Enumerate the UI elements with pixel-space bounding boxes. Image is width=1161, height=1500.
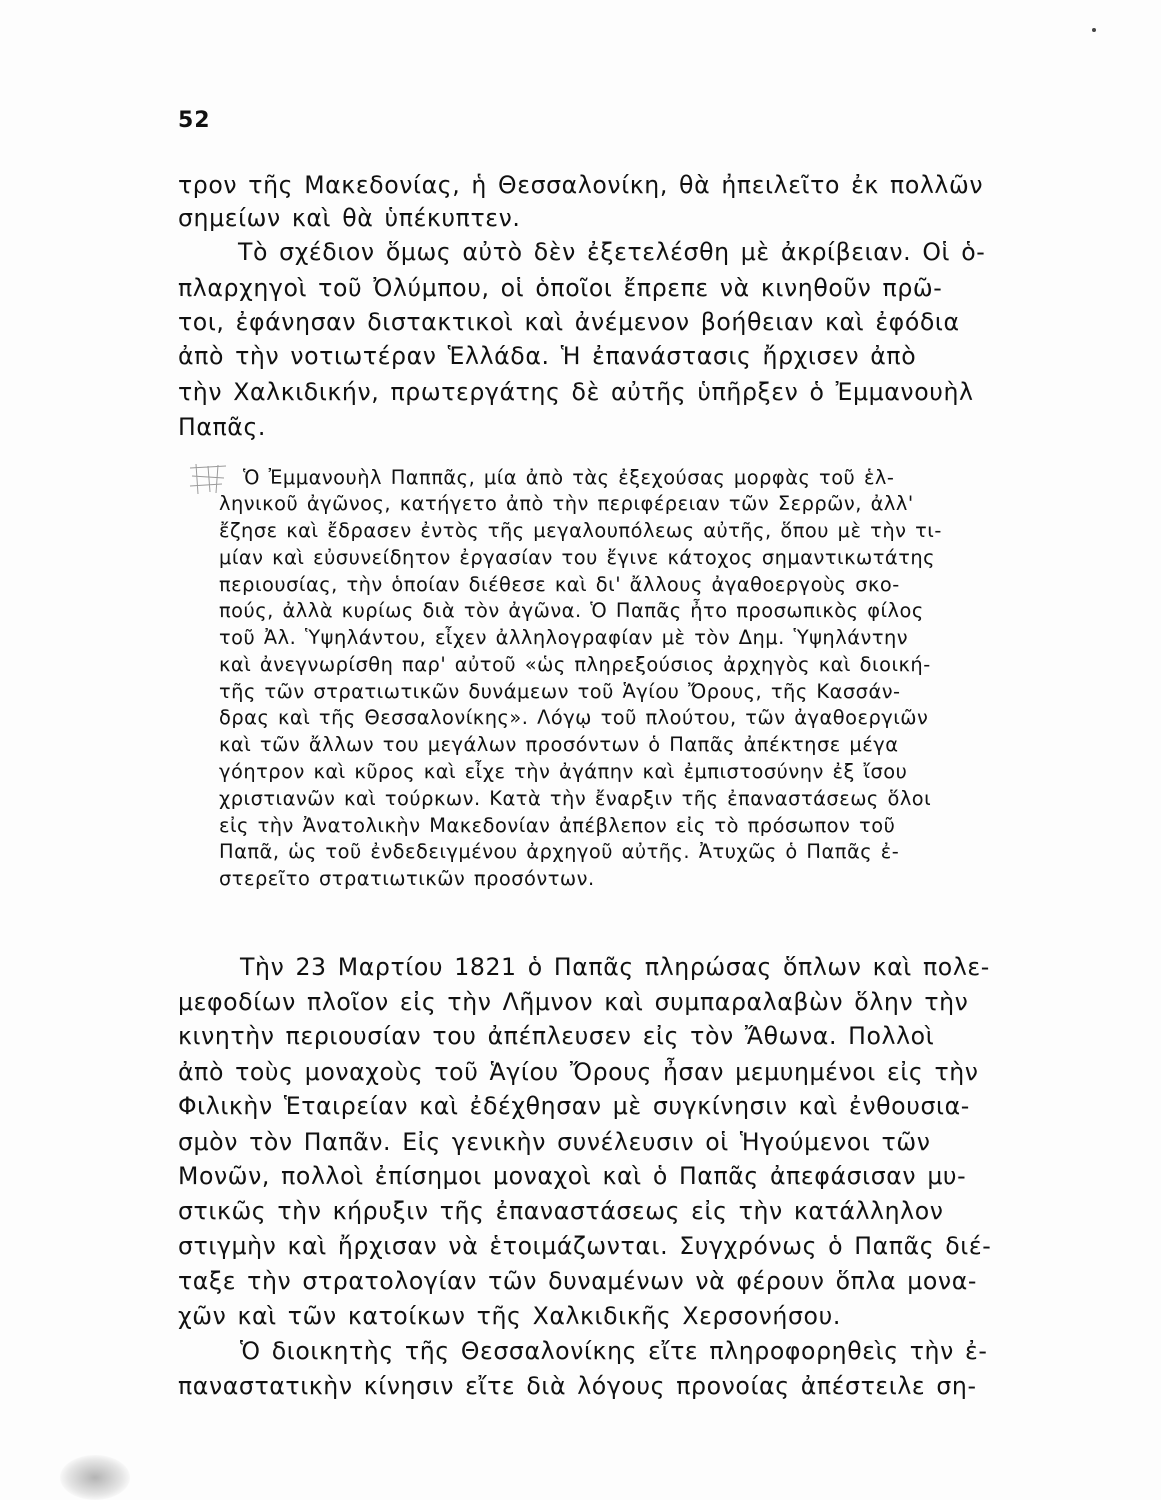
text-line: τρον τῆς Μακεδονίας, ἡ Θεσσαλονίκη, θὰ ἠπειλεῖτο ἐκ πολλῶν xyxy=(178,171,984,199)
footnote-line: δρας καὶ τῆς Θεσσαλονίκης». Λόγῳ τοῦ πλούτου, τῶν ἀγαθοεργιῶν xyxy=(219,706,929,729)
text-line: Τὴν 23 Μαρτίου 1821 ὁ Παπᾶς πληρώσας ὅπλων καὶ πολε- xyxy=(240,953,990,981)
text-line: ἀπὸ τοὺς μοναχοὺς τοῦ Ἁγίου Ὄρους ἦσαν μεμυημένοι εἰς τὴν xyxy=(178,1058,979,1086)
scan-thumb-shadow xyxy=(60,1455,130,1500)
text-line: στιγμὴν καὶ ἤρχισαν νὰ ἑτοιμάζωνται. Συγχρόνως ὁ Παπᾶς διέ- xyxy=(178,1232,992,1260)
footnote-line: μίαν καὶ εὐσυνείδητον ἐργασίαν του ἔγινε κάτοχος σημαντικωτάτης xyxy=(219,546,936,569)
text-line: Φιλικὴν Ἑταιρείαν καὶ ἐδέχθησαν μὲ συγκίνησιν καὶ ἐνθουσια- xyxy=(178,1092,970,1120)
footnote-line: γόητρον καὶ κῦρος καὶ εἶχε τὴν ἀγάπην καὶ ἐμπιστοσύνην ἐξ ἴσου xyxy=(219,760,908,783)
footnote-line: εἰς τὴν Ἀνατολικὴν Μακεδονίαν ἀπέβλεπον εἰς τὸ πρόσωπον τοῦ xyxy=(219,814,896,837)
footnote-line: Ὁ Ἐμμανουὴλ Παππᾶς, μία ἀπὸ τὰς ἐξεχούσας μορφὰς τοῦ ἑλ- xyxy=(243,466,895,489)
text-line: στικῶς τὴν κήρυξιν τῆς ἐπαναστάσεως εἰς τὴν κατάλληλον xyxy=(178,1197,944,1225)
text-line: Παπᾶς. xyxy=(178,413,266,441)
text-line: πλαρχηγοὶ τοῦ Ὀλύμπου, οἱ ὁποῖοι ἔπρεπε νὰ κινηθοῦν πρῶ- xyxy=(178,274,943,302)
text-line: μεφοδίων πλοῖον εἰς τὴν Λῆμνον καὶ συμπαραλαβὼν ὅλην τὴν xyxy=(178,988,969,1016)
page-number: 52 xyxy=(178,108,211,133)
margin-doodle xyxy=(188,462,228,496)
footnote-line: τοῦ Ἀλ. Ὑψηλάντου, εἶχεν ἀλληλογραφίαν μὲ τὸν Δημ. Ὑψηλάντην xyxy=(219,626,909,649)
text-line: παναστατικὴν κίνησιν εἴτε διὰ λόγους προνοίας ἀπέστειλε ση- xyxy=(178,1372,977,1400)
footnote-line: στερεῖτο στρατιωτικῶν προσόντων. xyxy=(219,867,595,890)
text-line: τοι, ἐφάνησαν διστακτικοὶ καὶ ἀνέμενον βοήθειαν καὶ ἐφόδια xyxy=(178,308,960,336)
footnote-line: χριστιανῶν καὶ τούρκων. Κατὰ τὴν ἔναρξιν τῆς ἐπαναστάσεως ὅλοι xyxy=(219,787,932,810)
footnote-line: καὶ τῶν ἄλλων του μεγάλων προσόντων ὁ Παπᾶς ἀπέκτησε μέγα xyxy=(219,733,899,756)
footnote-line: Παπᾶ, ὡς τοῦ ἐνδεδειγμένου ἀρχηγοῦ αὐτῆς. Ἀτυχῶς ὁ Παπᾶς ἐ- xyxy=(219,840,900,863)
scan-speck xyxy=(1092,28,1096,32)
text-line: Ὁ διοικητὴς τῆς Θεσσαλονίκης εἴτε πληροφορηθεὶς τὴν ἐ- xyxy=(240,1337,988,1365)
footnote-line: περιουσίας, τὴν ὁποίαν διέθεσε καὶ δι' ἄλλους ἀγαθοεργοὺς σκο- xyxy=(219,573,900,596)
text-line: χῶν καὶ τῶν κατοίκων τῆς Χαλκιδικῆς Χερσονήσου. xyxy=(178,1302,841,1330)
text-line: τὴν Χαλκιδικήν, πρωτεργάτης δὲ αὐτῆς ὑπῆρξεν ὁ Ἐμμανουὴλ xyxy=(178,378,974,406)
text-line: σημείων καὶ θὰ ὑπέκυπτεν. xyxy=(178,204,521,232)
text-line: Τὸ σχέδιον ὅμως αὐτὸ δὲν ἐξετελέσθη μὲ ἀκρίβειαν. Οἱ ὁ- xyxy=(238,238,986,266)
text-line: ἀπὸ τὴν νοτιωτέραν Ἑλλάδα. Ἡ ἐπανάστασις ἤρχισεν ἀπὸ xyxy=(178,342,917,370)
footnote-line: τῆς τῶν στρατιωτικῶν δυνάμεων τοῦ Ἁγίου Ὄρους, τῆς Κασσάν- xyxy=(219,680,901,703)
text-line: Μονῶν, πολλοὶ ἐπίσημοι μοναχοὶ καὶ ὁ Παπᾶς ἀπεφάσισαν μυ- xyxy=(178,1162,967,1190)
text-line: σμὸν τὸν Παπᾶν. Εἰς γενικὴν συνέλευσιν οἱ Ἡγούμενοι τῶν xyxy=(178,1128,931,1156)
footnote-line: ἔζησε καὶ ἔδρασεν ἐντὸς τῆς μεγαλουπόλεως αὐτῆς, ὅπου μὲ τὴν τι- xyxy=(219,519,942,542)
text-line: ταξε τὴν στρατολογίαν τῶν δυναμένων νὰ φέρουν ὅπλα μονα- xyxy=(178,1267,977,1295)
text-line: κινητὴν περιουσίαν του ἀπέπλευσεν εἰς τὸν Ἄθωνα. Πολλοὶ xyxy=(178,1022,935,1050)
footnote-line: ληνικοῦ ἀγῶνος, κατήγετο ἀπὸ τὴν περιφέρειαν τῶν Σερρῶν, ἀλλ' xyxy=(219,492,914,515)
footnote-line: καὶ ἀνεγνωρίσθη παρ' αὐτοῦ «ὡς πληρεξούσιος ἀρχηγὸς καὶ διοική- xyxy=(219,653,931,676)
footnote-line: πούς, ἀλλὰ κυρίως διὰ τὸν ἀγῶνα. Ὁ Παπᾶς ἦτο προσωπικὸς φίλος xyxy=(219,599,924,622)
